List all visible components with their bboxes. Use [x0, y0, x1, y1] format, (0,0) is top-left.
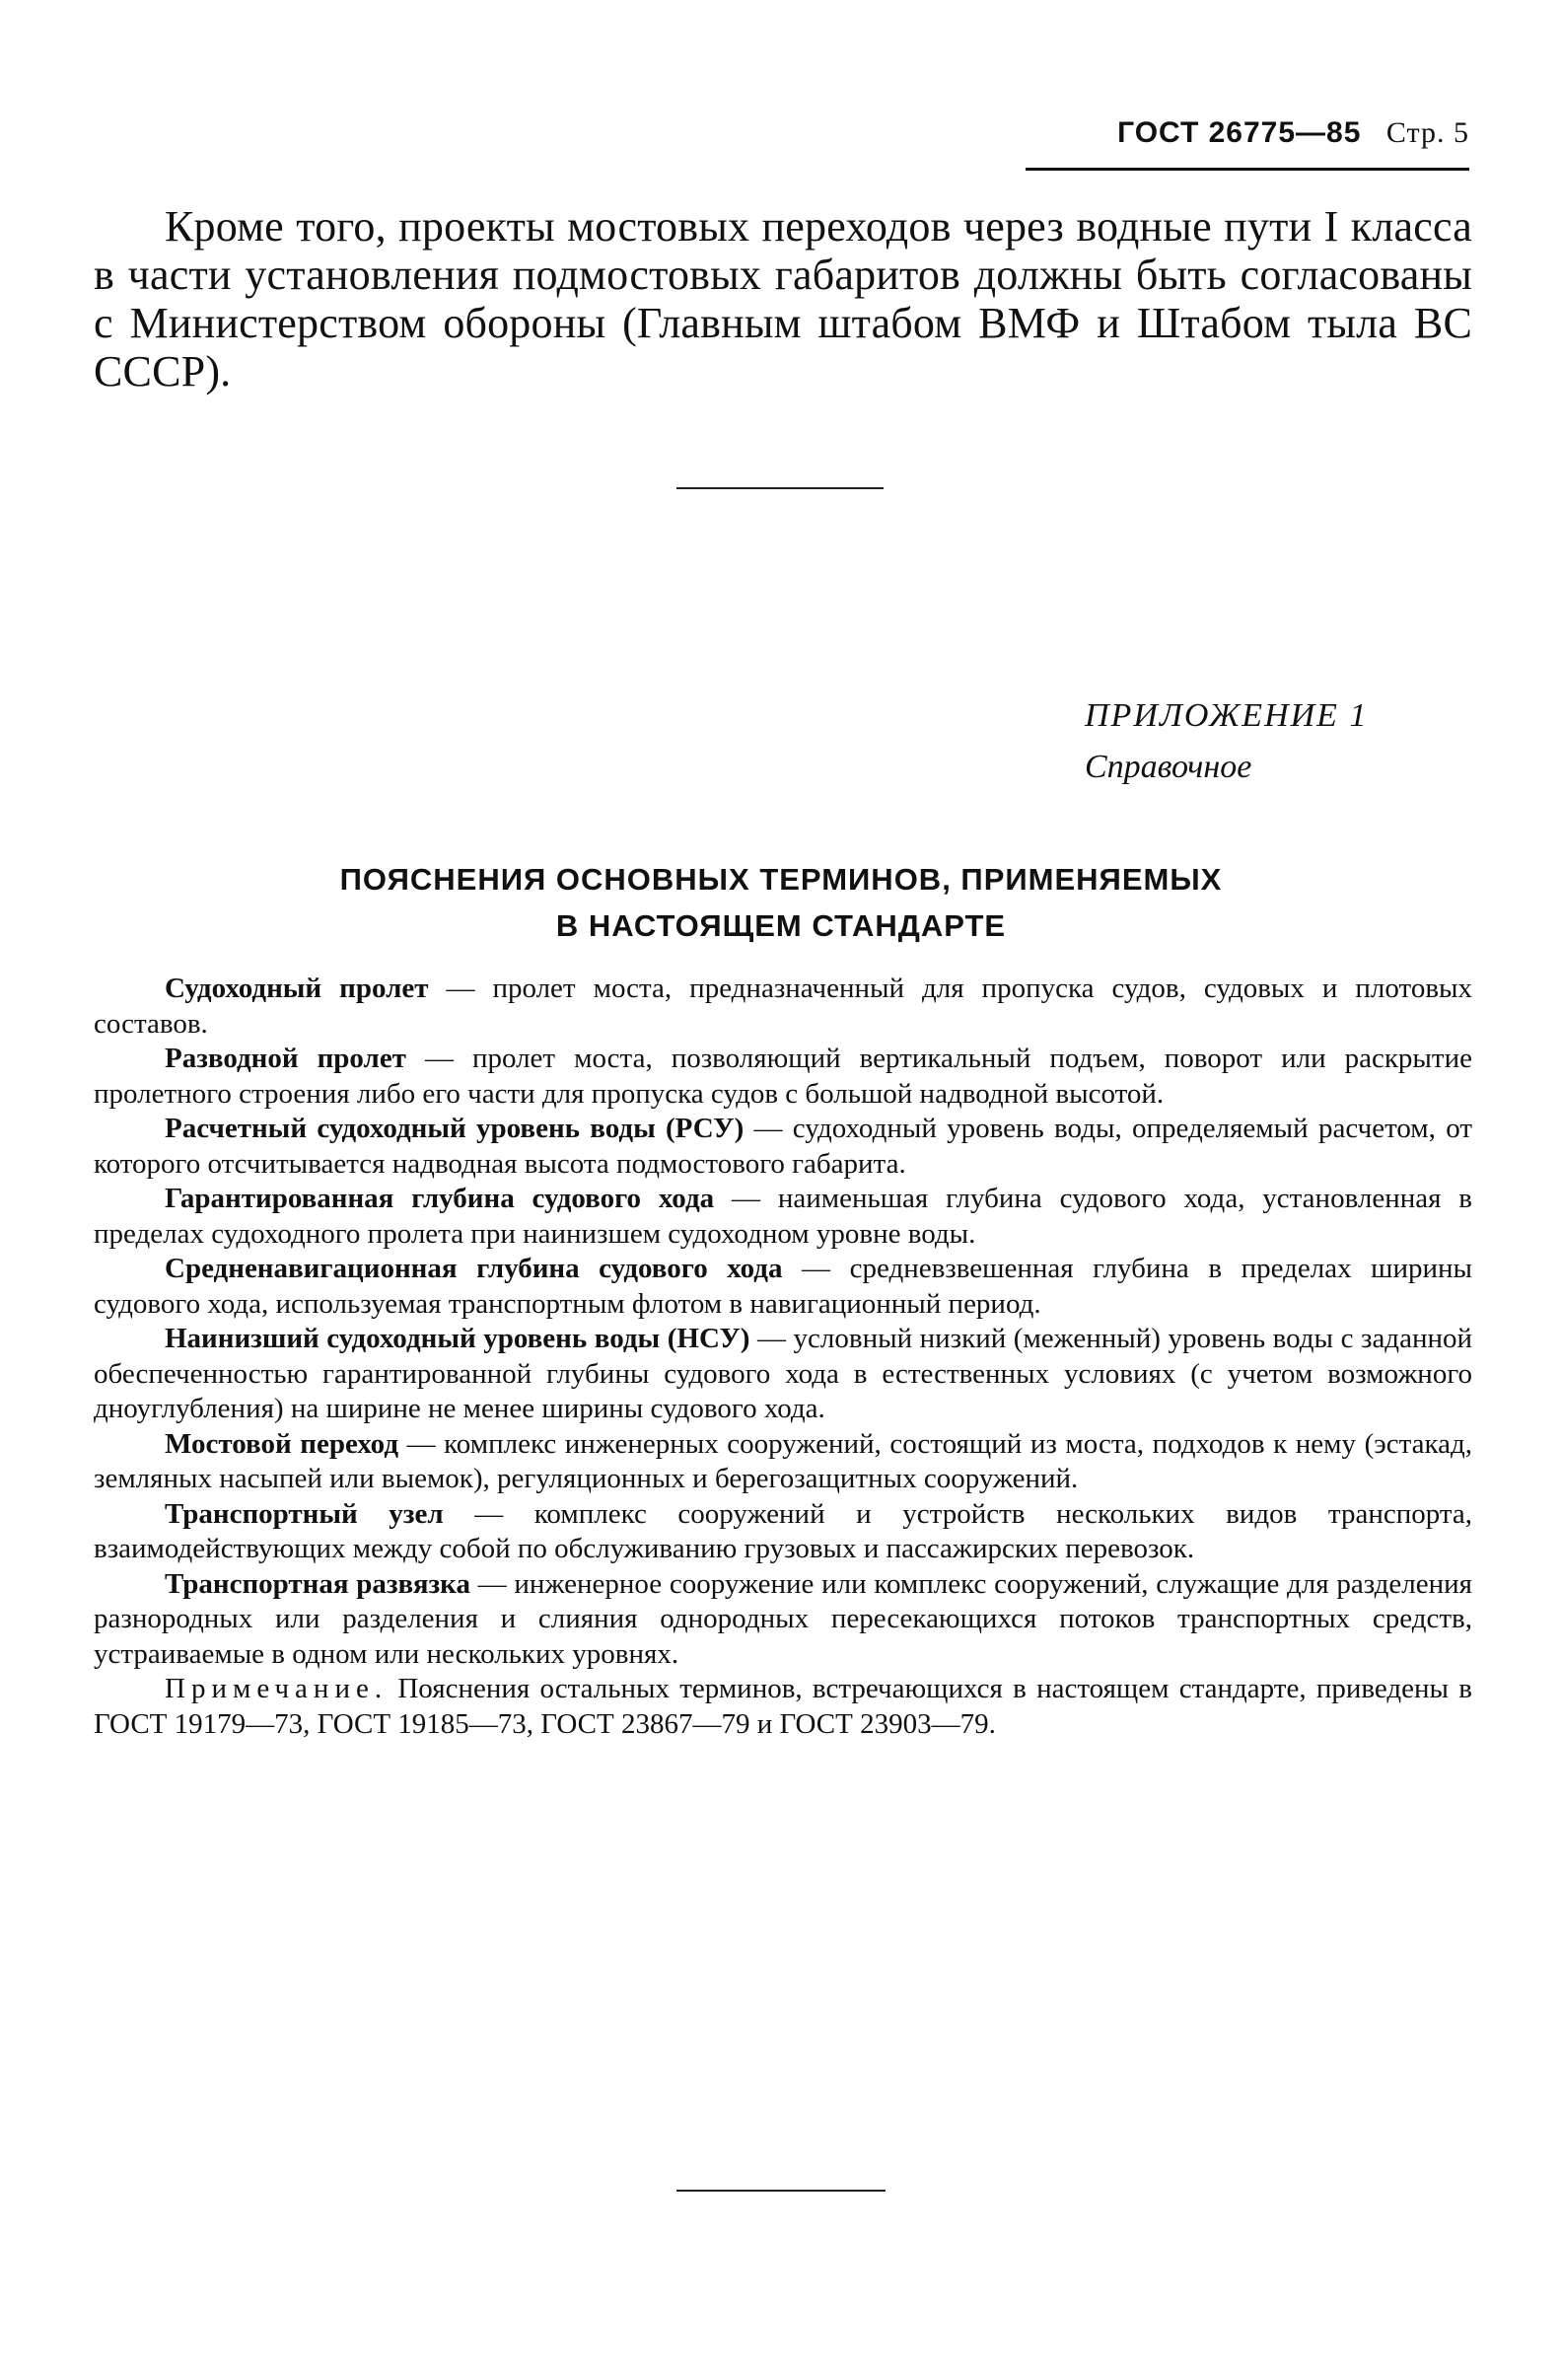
- term-definition: — инженерное сооружение или комплекс сооружений, служащие для разделения разнородных или разделения и слияния однородных пересекающихся потоков транспортных средств, устраиваемые в одном или нескольких уровнях.: [94, 1567, 1472, 1670]
- term-definition: — судоходный уровень воды, определяемый расчетом, от которого отсчитывается надводная высота подмостового габарита.: [94, 1113, 1472, 1180]
- term-name: Гарантированная глубина судового хода: [165, 1183, 715, 1214]
- section-title-line: ПОЯСНЕНИЯ ОСНОВНЫХ ТЕРМИНОВ, ПРИМЕНЯЕМЫХ: [339, 862, 1223, 897]
- term-entry: [94, 1182, 1472, 1252]
- section-title: [177, 856, 1384, 949]
- term-entry: [94, 1322, 1472, 1427]
- term-name: Транспортный узел: [165, 1497, 444, 1530]
- header-rule: [1026, 168, 1469, 171]
- appendix-label: ПРИЛОЖЕНИЕ 1: [1085, 697, 1369, 734]
- end-separator: [676, 2190, 886, 2192]
- term-entry: [94, 1252, 1472, 1322]
- term-definition: — пролет моста, предназначенный для пропуска судов, судовых и плотовых составов.: [94, 973, 1472, 1040]
- term-definition: — средневзвешенная глубина в пределах ширины судового хода, используемая транспортным флотом в навигационный период.: [94, 1253, 1472, 1320]
- term-definition: — комплекс сооружений и устройств нескольких видов транспорта, взаимодействующих между собой по обслуживанию грузовых и пассажирских перевозок.: [94, 1497, 1472, 1564]
- intro-paragraph: Кроме того, проекты мостовых переходов через водные пути I класса в части установления подмостовых габаритов должны быть согласованы с Министерством обороны (Главным штабом ВМФ и Штабом тыла ВС СССР).: [94, 202, 1472, 396]
- note-label: Примечание.: [165, 1673, 389, 1704]
- term-name: Судоходный пролет: [165, 973, 429, 1004]
- term-definition: — условный низкий (меженный) уровень воды с заданной обеспеченностью гарантированной глубины судового хода в естественных условиях (с учетом возможного дноуглубления) на ширине не менее ширины судового хода.: [94, 1323, 1472, 1424]
- terms-list: [94, 972, 1472, 1742]
- note-text: Пояснения остальных терминов, встречающихся в настоящем стандарте, приведены в ГОСТ 19179—73, ГОСТ 19185—73, ГОСТ 23867—79 и ГОСТ 23903—79.: [94, 1673, 1472, 1740]
- appendix-type: Справочное: [1085, 749, 1252, 785]
- term-name: Мостовой переход: [165, 1427, 398, 1460]
- term-entry: [94, 1042, 1472, 1112]
- term-definition: — пролет моста, позволяющий вертикальный подъем, поворот или раскрытие пролетного строения либо его части для пропуска судов с большой надводной высотой.: [94, 1043, 1472, 1110]
- term-entry: [94, 1497, 1472, 1567]
- appendix-block: [1085, 690, 1459, 793]
- section-separator: [676, 487, 884, 489]
- section-title-line: В НАСТОЯЩЕМ СТАНДАРТЕ: [555, 908, 1007, 943]
- term-definition: — наименьшая глубина судового хода, установленная в пределах судоходного пролета при наинизшем судоходном уровне воды.: [94, 1183, 1472, 1250]
- note: [94, 1672, 1472, 1742]
- page-header: [1016, 116, 1469, 150]
- term-entry: [94, 972, 1472, 1042]
- term-entry: [94, 1427, 1472, 1497]
- term-entry: [94, 1567, 1472, 1673]
- term-name: Разводной пролет: [165, 1043, 406, 1074]
- term-definition: — комплекс инженерных сооружений, состоящий из моста, подходов к нему (эстакад, земляных насыпей или выемок), регуляционных и берегозащитных сооружений.: [94, 1427, 1472, 1494]
- term-name: Наинизший судоходный уровень воды (НСУ): [165, 1323, 750, 1354]
- standard-number: ГОСТ 26775—85: [1117, 116, 1362, 149]
- term-entry: [94, 1112, 1472, 1182]
- term-name: Транспортная развязка: [165, 1567, 470, 1600]
- page-number: Стр. 5: [1385, 116, 1469, 149]
- term-name: Средненавигационная глубина судового хода: [165, 1253, 783, 1284]
- term-name: Расчетный судоходный уровень воды (РСУ): [165, 1113, 745, 1144]
